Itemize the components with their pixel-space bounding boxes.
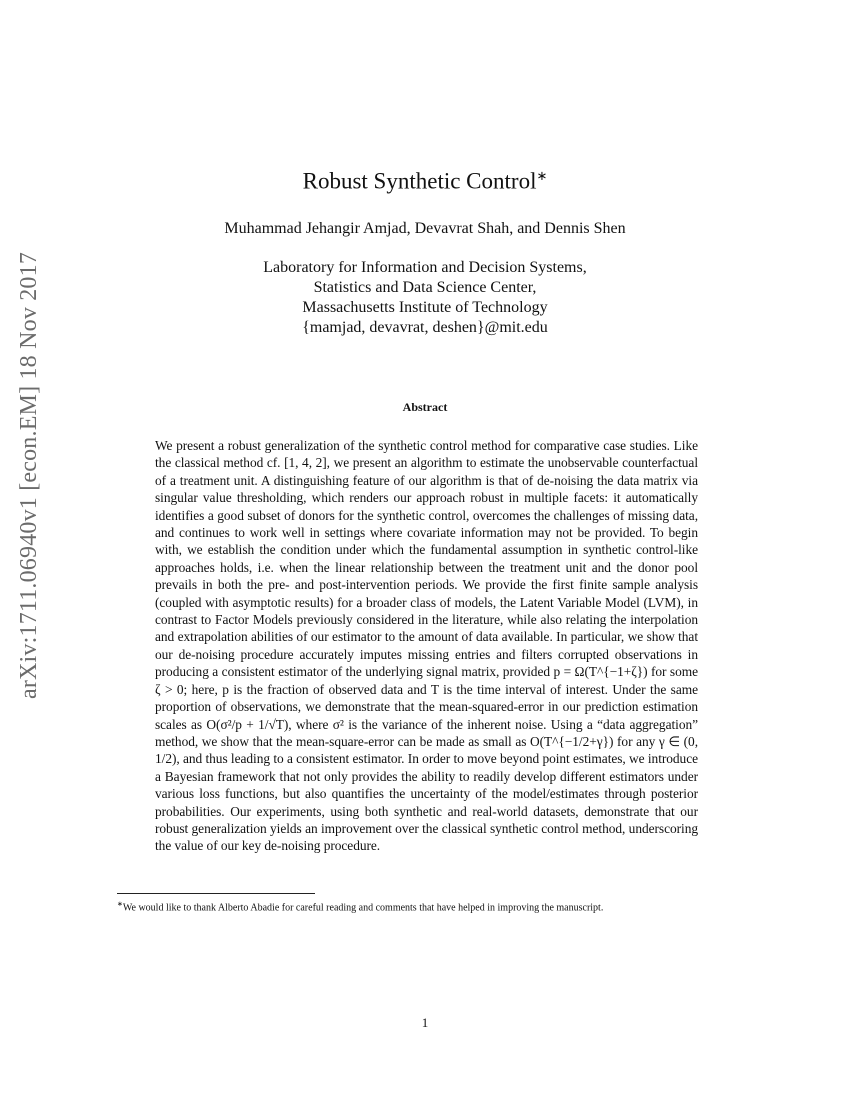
abstract-body: We present a robust generalization of the synthetic control method for comparative case studies. Like the classical method cf. [1, 4, 2], we present an algorithm to estimate the unobservable counterfactual of a treatment unit. A distinguishing feature of our algorithm is that of de-noising the data matrix via singular value thresholding, which renders our approach robust in multiple facets: it automatically identifies a good subset of donors for the synthetic control, overcomes the challenges of missing data, and continues to work well in settings where covariate information may not be provided. To begin with, we establish the condition under which the fundamental assumption in synthetic control-like approaches holds, i.e. when the linear relationship between the treatment unit and the donor pool prevails in both the pre- and post-intervention periods. We provide the first finite sample analysis (coupled with asymptotic results) for a broader class of models, the Latent Variable Model (LVM), in contrast to Factor Models previously considered in the literature, while also relating the interpolation and extrapolation abilities of our estimator to the amount of data available. In particular, we show that our de-noising procedure accurately imputes missing entries and filters corrupted observations in producing a consistent estimator of the underlying signal matrix, provided p = Ω(T^{−1+ζ}) for some ζ > 0; here, p is the fraction of observed data and T is the time interval of interest. Under the same proportion of observations, we demonstrate that the mean-squared-error in our prediction estimation scales as O(σ²/p + 1/√T), where σ² is the variance of the inherent noise. Using a “data aggregation” method, we show that the mean-square-error can be made as small as O(T^{−1/2+γ}) for any γ ∈ (0, 1/2), and thus leading to a consistent estimator. In order to move beyond point estimates, we introduce a Bayesian framework that not only provides the ability to readily develop different estimators under various loss functions, but also quantifies the uncertainty of the model/estimates through posterior probabilities. Our experiments, using both synthetic and real-world datasets, demonstrate that our robust generalization yields an improvement over the classical synthetic control method, underscoring the value of our key de-noising procedure. <box>155 438 698 854</box>
affiliation-block <box>0 258 850 338</box>
author-list: Muhammad Jehangir Amjad, Devavrat Shah, and Dennis Shen <box>224 220 626 237</box>
paper-title-text: Robust Synthetic Control <box>302 168 537 194</box>
footnote-divider <box>117 893 315 894</box>
page-number: 1 <box>421 1015 429 1030</box>
paper-title <box>0 168 850 195</box>
affiliation-emails: {mamjad, devavrat, deshen}@mit.edu <box>302 319 548 336</box>
footnote-text: We would like to thank Alberto Abadie for careful reading and comments that have helped in improving the manuscript. <box>122 902 604 914</box>
affiliation-line: Laboratory for Information and Decision Systems, <box>263 259 587 276</box>
affiliation-line: Massachusetts Institute of Technology <box>302 299 548 316</box>
footnote-mark: ∗ <box>117 900 123 908</box>
arxiv-stamp-text: arXiv:1711.06940v1 [econ.EM] 18 Nov 2017 <box>16 251 43 699</box>
footnote <box>117 898 747 914</box>
title-footnote-mark: ∗ <box>536 168 548 183</box>
affiliation-line: Statistics and Data Science Center, <box>313 279 537 296</box>
abstract-heading: Abstract <box>402 400 448 414</box>
